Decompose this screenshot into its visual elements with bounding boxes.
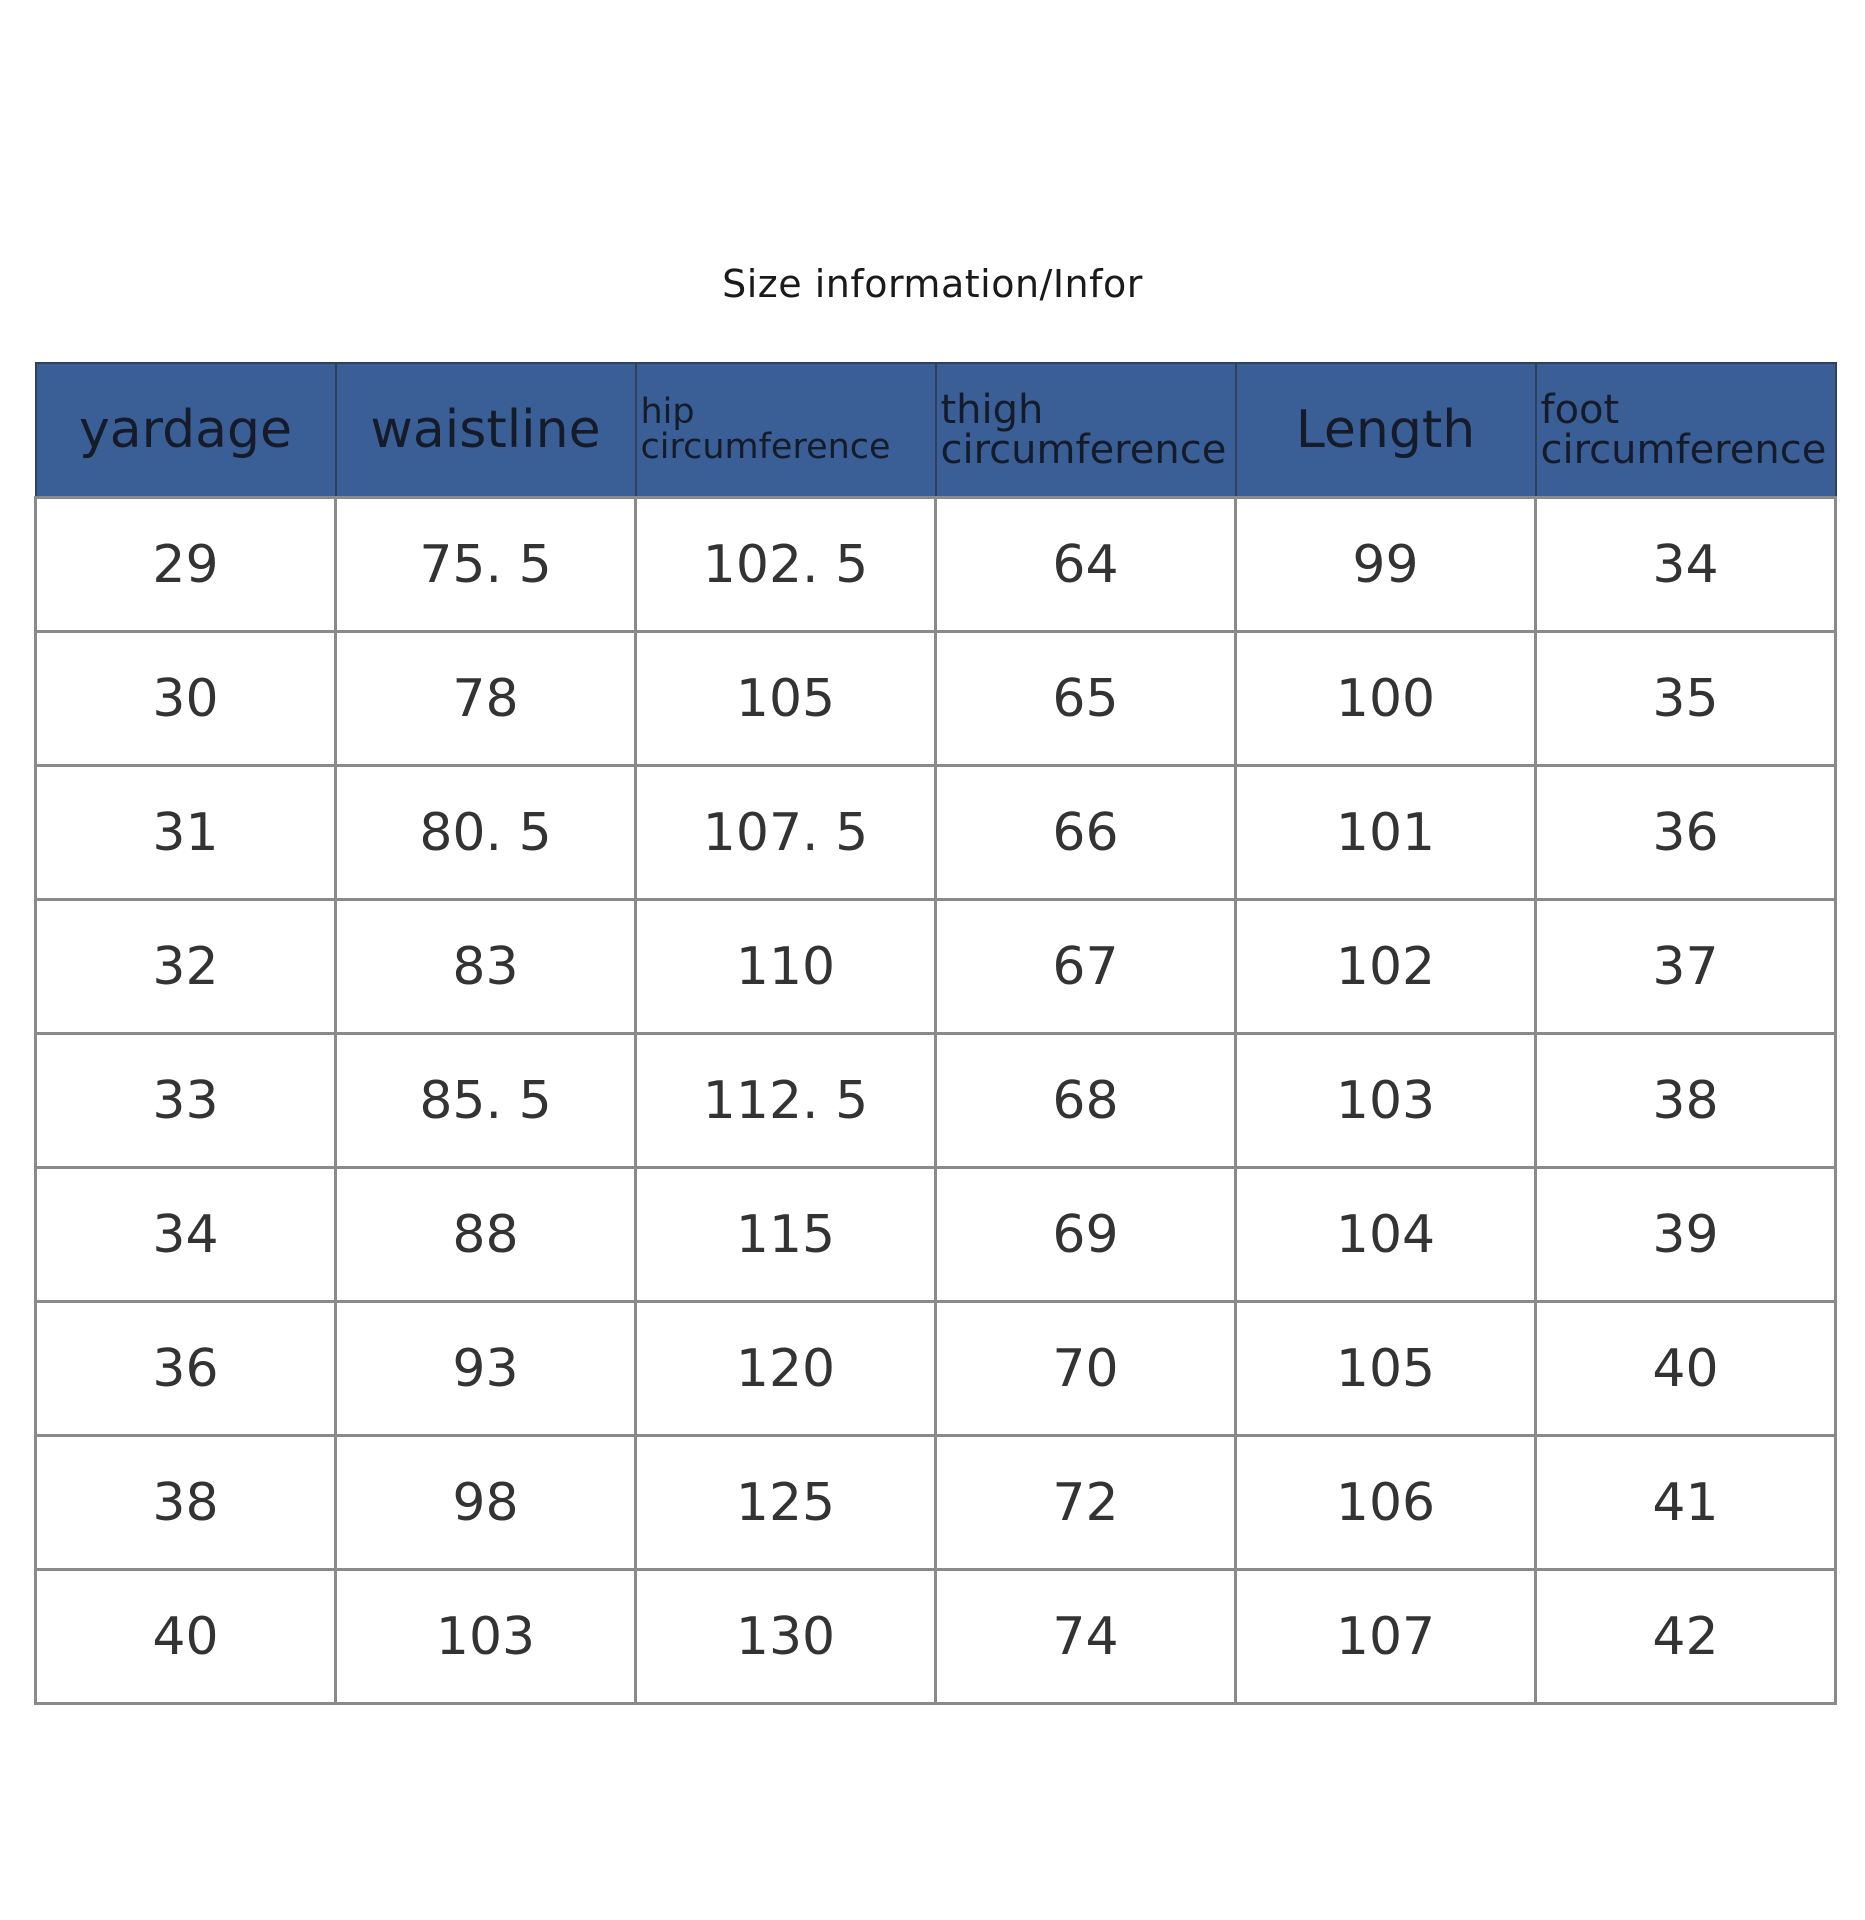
cell-length: 102 [1236,900,1536,1034]
cell-waistline: 103 [336,1570,636,1704]
cell-length: 101 [1236,766,1536,900]
cell-foot: 35 [1536,632,1836,766]
cell-foot: 41 [1536,1436,1836,1570]
cell-foot: 42 [1536,1570,1836,1704]
cell-thigh: 68 [936,1034,1236,1168]
cell-length: 99 [1236,498,1536,632]
cell-waistline: 98 [336,1436,636,1570]
cell-hip: 120 [636,1302,936,1436]
cell-yardage: 30 [36,632,336,766]
header-waistline: waistline [336,363,636,498]
cell-length: 103 [1236,1034,1536,1168]
cell-yardage: 40 [36,1570,336,1704]
cell-thigh: 74 [936,1570,1236,1704]
cell-hip: 115 [636,1168,936,1302]
table-row [36,1302,1836,1436]
cell-yardage: 36 [36,1302,336,1436]
table-body [36,498,1836,1704]
table-row [36,900,1836,1034]
cell-thigh: 67 [936,900,1236,1034]
cell-length: 100 [1236,632,1536,766]
header-length: Length [1236,363,1536,498]
cell-foot: 34 [1536,498,1836,632]
cell-length: 107 [1236,1570,1536,1704]
cell-yardage: 29 [36,498,336,632]
cell-thigh: 64 [936,498,1236,632]
page-title: Size information/Infor [722,262,1143,306]
table-row [36,632,1836,766]
cell-waistline: 78 [336,632,636,766]
header-thigh-circumference: thigh circumference [936,363,1236,498]
cell-length: 105 [1236,1302,1536,1436]
cell-foot: 36 [1536,766,1836,900]
cell-thigh: 69 [936,1168,1236,1302]
cell-yardage: 32 [36,900,336,1034]
cell-waistline: 93 [336,1302,636,1436]
cell-foot: 39 [1536,1168,1836,1302]
cell-thigh: 65 [936,632,1236,766]
table-row [36,1570,1836,1704]
cell-hip: 125 [636,1436,936,1570]
table-row [36,1034,1836,1168]
cell-hip: 130 [636,1570,936,1704]
header-row [36,363,1836,498]
cell-waistline: 88 [336,1168,636,1302]
cell-length: 104 [1236,1168,1536,1302]
size-table [34,362,1837,1705]
cell-hip: 110 [636,900,936,1034]
cell-thigh: 72 [936,1436,1236,1570]
cell-hip: 112. 5 [636,1034,936,1168]
cell-foot: 40 [1536,1302,1836,1436]
cell-yardage: 31 [36,766,336,900]
cell-yardage: 38 [36,1436,336,1570]
header-foot-circumference: foot circumference [1536,363,1836,498]
cell-waistline: 85. 5 [336,1034,636,1168]
cell-hip: 105 [636,632,936,766]
cell-waistline: 80. 5 [336,766,636,900]
table-header [36,363,1836,498]
header-hip-circumference: hip circumference [636,363,936,498]
table-row [36,766,1836,900]
cell-hip: 107. 5 [636,766,936,900]
table-row [36,498,1836,632]
cell-waistline: 75. 5 [336,498,636,632]
cell-foot: 37 [1536,900,1836,1034]
cell-thigh: 70 [936,1302,1236,1436]
cell-thigh: 66 [936,766,1236,900]
cell-yardage: 34 [36,1168,336,1302]
header-yardage: yardage [36,363,336,498]
cell-foot: 38 [1536,1034,1836,1168]
table-row [36,1168,1836,1302]
cell-waistline: 83 [336,900,636,1034]
table-row [36,1436,1836,1570]
cell-length: 106 [1236,1436,1536,1570]
cell-hip: 102. 5 [636,498,936,632]
cell-yardage: 33 [36,1034,336,1168]
